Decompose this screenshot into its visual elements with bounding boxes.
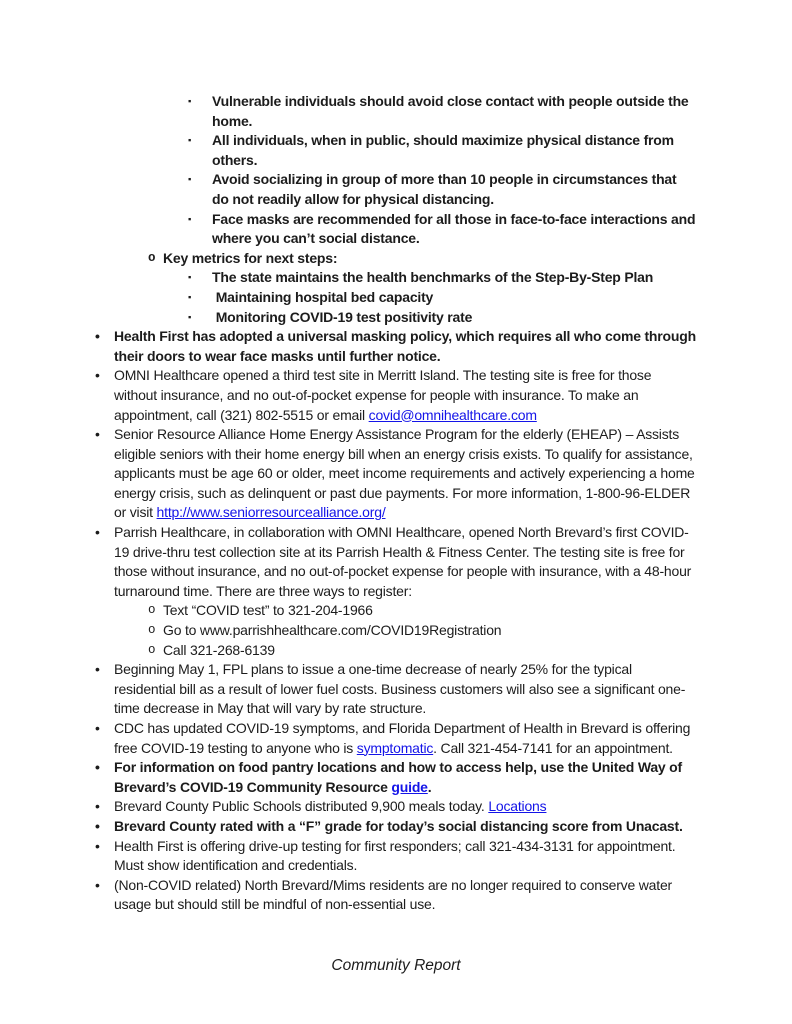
- list-item: [96, 797, 696, 817]
- bullet-disc-icon: •: [95, 328, 100, 345]
- list-item: [96, 660, 696, 719]
- bullet-square-icon: ▪: [188, 213, 192, 225]
- list-item-text: CDC has updated COVID-19 symptoms, and Florida Department of Health in Brevard is offering free COVID-19 testing to anyone who is symptomatic. Call 321-454-7141 for an appointment.: [114, 720, 694, 756]
- list-item-text: Health First has adopted a universal masking policy, which requires all who come through their doors to wear face masks until further notice.: [114, 328, 700, 364]
- bullet-disc-icon: •: [95, 426, 100, 443]
- list-item: [96, 210, 700, 249]
- list-item: [96, 601, 696, 621]
- bullet-square-icon: ▪: [188, 174, 192, 186]
- list-item-text: Vulnerable individuals should avoid close contact with people outside the home.: [212, 93, 693, 129]
- list-item: [96, 523, 696, 601]
- bullet-disc-icon: •: [95, 524, 100, 541]
- list-item: [96, 621, 696, 641]
- bullet-square-icon: ▪: [188, 96, 192, 107]
- bullet-disc-icon: •: [95, 720, 100, 736]
- list-item-text: Beginning May 1, FPL plans to issue a one-time decrease of nearly 25% for the typical residential bill as a result of lower fuel costs. Business customers will also see a significant one-time decrease in May that will vary by rate structure.: [114, 661, 686, 717]
- list-item: [96, 366, 696, 425]
- bullet-circle-icon: o: [148, 250, 156, 265]
- list-item-text: Parrish Healthcare, in collaboration with OMNI Healthcare, opened North Brevard’s first COVID-19 drive-thru test collection site at its Parrish Health & Fitness Center. The testing site is free for those without insurance, and no out-of-pocket expense for people with insurance, with a 48-hour turnaround time. There are three ways to register:: [114, 524, 695, 599]
- bullet-disc-icon: •: [95, 876, 100, 893]
- list-item: [96, 719, 696, 758]
- bullet-disc-icon: •: [95, 661, 100, 678]
- list-item-text: All individuals, when in public, should maximize physical distance from others.: [212, 132, 678, 168]
- list-item-text: Brevard County Public Schools distributed 9,900 meals today. Locations: [114, 798, 547, 815]
- list-item-text: The state maintains the health benchmarks of the Step-By-Step Plan: [212, 269, 654, 286]
- list-item: [96, 288, 696, 308]
- list-item-text: Maintaining hospital bed capacity: [212, 288, 434, 305]
- list-item: [96, 641, 696, 661]
- list-item: [96, 876, 696, 915]
- list-item: [96, 837, 696, 876]
- list-item-text: (Non-COVID related) North Brevard/Mims residents are no longer required to conserve water usage but should still be mindful of non-essential use.: [114, 876, 676, 913]
- bullet-square-icon: ▪: [188, 291, 192, 303]
- bullet-circle-icon: o: [148, 642, 156, 657]
- list-item-text: Face masks are recommended for all those in face-to-face interactions and where you can’t social distance.: [212, 210, 700, 247]
- bullet-square-icon: ▪: [188, 135, 192, 147]
- list-item-text: Call 321-268-6139: [163, 641, 275, 658]
- bullet-disc-icon: •: [95, 837, 100, 854]
- bullet-disc-icon: •: [95, 759, 100, 776]
- hyperlink[interactable]: covid@omnihealthcare.com: [368, 406, 537, 423]
- list-item-text: Brevard County rated with a “F” grade for today’s social distancing score from Unacast.: [114, 817, 683, 834]
- bullet-list: [95, 92, 700, 915]
- list-item: [96, 92, 696, 131]
- list-item-text: For information on food pantry locations and how to access help, use the United Way of Brevard’s COVID-19 Community Resource guide.: [114, 759, 686, 795]
- list-item-text: Health First is offering drive-up testing for first responders; call 321-434-3131 for appointment. Must show identification and credentials.: [114, 837, 680, 874]
- list-item: [96, 308, 696, 328]
- list-item: [96, 170, 696, 209]
- hyperlink[interactable]: guide: [391, 778, 428, 795]
- list-item: [95, 327, 700, 366]
- list-item: [96, 817, 696, 837]
- bullet-disc-icon: •: [95, 817, 100, 834]
- bullet-square-icon: ▪: [188, 311, 192, 323]
- list-item: [96, 249, 696, 269]
- page-footer-title: Community Report: [331, 957, 461, 974]
- list-item: [96, 131, 696, 170]
- list-item: [96, 268, 696, 288]
- hyperlink[interactable]: symptomatic: [356, 739, 434, 756]
- list-item: [96, 758, 696, 797]
- list-item-text: Go to www.parrishhealthcare.com/COVID19Registration: [163, 622, 502, 639]
- list-item-text: Key metrics for next steps:: [163, 249, 338, 266]
- list-item-text: Monitoring COVID-19 test positivity rate: [212, 308, 473, 325]
- list-item: [95, 425, 699, 523]
- bullet-circle-icon: o: [148, 603, 156, 618]
- list-item-text: Text “COVID test” to 321-204-1966: [163, 602, 373, 619]
- bullet-disc-icon: •: [95, 798, 100, 815]
- bullet-disc-icon: •: [95, 367, 100, 384]
- hyperlink[interactable]: Locations: [488, 798, 547, 815]
- list-item-text: OMNI Healthcare opened a third test site in Merritt Island. The testing site is free for those without insurance, and no out-of-pocket expense for people with insurance. To make an appointment, call (321) 802-5515 or email covid@omnihealthcare.com: [114, 367, 656, 423]
- bullet-square-icon: ▪: [188, 272, 192, 284]
- list-item-text: Senior Resource Alliance Home Energy Assistance Program for the elderly (EHEAP) – Assists eligible seniors with their home energy bill when an energy crisis exists. To qualify for assistance, applicants must be age 60 or older, meet income requirements and actively experiencing a home energy crisis, such as delinquent or past due payments. For more information, 1-800-96-ELDER or visit http://www.seniorresourcealliance.org/: [114, 426, 699, 521]
- list-item-text: Avoid socializing in group of more than 10 people in circumstances that do not readily allow for physical distancing.: [212, 171, 681, 207]
- bullet-circle-icon: o: [148, 623, 156, 638]
- hyperlink[interactable]: http://www.seniorresourcealliance.org/: [156, 504, 386, 521]
